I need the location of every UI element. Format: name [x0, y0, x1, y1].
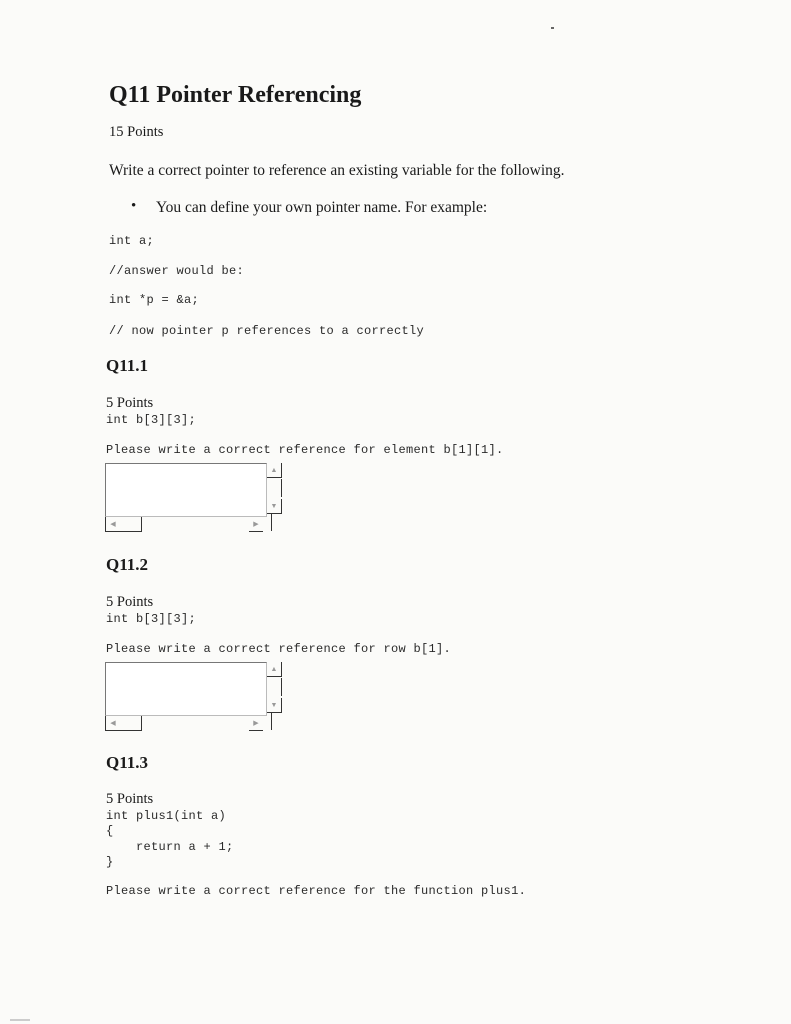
- instruction-text: Write a correct pointer to reference an existing variable for the following.: [109, 162, 565, 179]
- bullet-dot-icon: •: [131, 198, 137, 214]
- horizontal-scrollbar[interactable]: [105, 517, 283, 533]
- scroll-up-arrow-icon[interactable]: ▲: [267, 662, 282, 677]
- answer-input-q11-1[interactable]: [105, 463, 267, 517]
- question-heading: Q11.2: [106, 555, 149, 574]
- total-points: 15 Points: [109, 124, 164, 140]
- scroll-left-arrow-icon[interactable]: ◀: [105, 517, 120, 532]
- vertical-scrollbar[interactable]: [267, 463, 283, 515]
- scroll-left-arrow-icon[interactable]: ◀: [105, 716, 120, 731]
- resize-corner[interactable]: [263, 712, 272, 730]
- scan-speck: [551, 27, 554, 29]
- question-points: 5 Points: [106, 594, 154, 610]
- question-code-line: int b[3][3];: [106, 413, 197, 427]
- example-code-line: int *p = &a;: [109, 293, 200, 307]
- answer-box-q11-2: [105, 662, 285, 734]
- scroll-thumb[interactable]: [119, 716, 142, 731]
- question-points: 5 Points: [106, 395, 154, 411]
- page-title: Q11 Pointer Referencing: [109, 82, 362, 108]
- scroll-right-arrow-icon[interactable]: ▶: [249, 517, 263, 532]
- question-code-line: return a + 1;: [106, 840, 234, 854]
- question-code-line: int plus1(int a): [106, 809, 227, 823]
- question-heading: Q11.3: [106, 753, 149, 772]
- vertical-scrollbar[interactable]: [267, 662, 283, 714]
- example-code-line: int a;: [109, 234, 155, 248]
- question-points: 5 Points: [106, 791, 154, 807]
- question-heading: Q11.1: [106, 356, 149, 375]
- question-code-line: }: [106, 855, 114, 869]
- scroll-track[interactable]: [267, 678, 282, 696]
- scroll-thumb[interactable]: [119, 517, 142, 532]
- resize-corner[interactable]: [263, 513, 272, 531]
- scan-speck: [10, 1019, 30, 1021]
- scroll-up-arrow-icon[interactable]: ▲: [267, 463, 282, 478]
- scroll-down-arrow-icon[interactable]: ▼: [267, 499, 282, 514]
- scroll-track[interactable]: [267, 479, 282, 497]
- horizontal-scrollbar[interactable]: [105, 716, 283, 732]
- question-code-line: {: [106, 824, 114, 838]
- question-prompt: Please write a correct reference for the function plus1.: [106, 884, 527, 898]
- example-code-line: // now pointer p references to a correctly: [109, 324, 425, 338]
- answer-input-q11-2[interactable]: [105, 662, 267, 716]
- answer-box-q11-1: [105, 463, 285, 535]
- question-prompt: Please write a correct reference for row b[1].: [106, 642, 452, 656]
- scroll-right-arrow-icon[interactable]: ▶: [249, 716, 263, 731]
- scroll-down-arrow-icon[interactable]: ▼: [267, 698, 282, 713]
- question-code-line: int b[3][3];: [106, 612, 197, 626]
- bullet-item: You can define your own pointer name. For example:: [156, 199, 488, 216]
- question-prompt: Please write a correct reference for element b[1][1].: [106, 443, 504, 457]
- example-code-line: //answer would be:: [109, 264, 245, 278]
